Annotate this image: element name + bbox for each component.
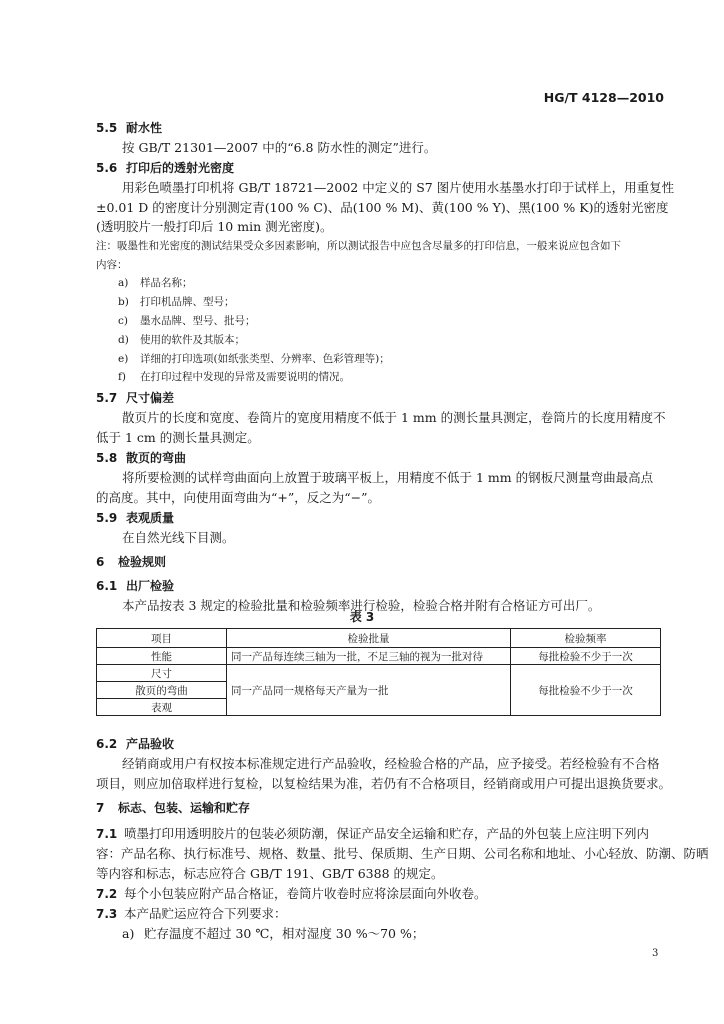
list-item-7-3-a: a) 贮存温度不超过 30 ℃，相对湿度 30 %～70 %； <box>122 926 425 941</box>
table-cell: 散页的弯曲 <box>97 682 227 699</box>
table-caption: 表 3 <box>349 610 375 624</box>
table-3 <box>96 628 661 716</box>
body-5-8-line1: 将所要检测的试样弯曲面向上放置于玻璃平板上，用精度不低于 1 mm 的钢板尺测量弯曲最高点 <box>122 470 654 485</box>
table-header-row <box>97 629 661 648</box>
body-6-2-line2: 项目，则应加倍取样进行复检，以复检结果为准，若仍有不合格项目，经销商或用户可提出退换货要求。 <box>96 776 672 791</box>
note-line1: 注：吸墨性和光密度的测试结果受众多因素影响，所以测试报告中应包含尽量多的打印信息，一般来说应包含如下 <box>96 240 621 252</box>
list-item: f) 在打印过程中发现的异常及需要说明的情况。 <box>118 371 350 383</box>
body-5-6-line2: ±0.01 D 的密度计分别测定青(100 % C)、品(100 % M)、黄(100 % Y)、黑(100 % K)的透射光密度 <box>96 200 669 215</box>
table-cell: 同一产品同一规格每天产量为一批 <box>227 665 511 716</box>
table-header-cell: 检验频率 <box>511 629 661 648</box>
body-7-1-line3: 等内容和标志，标志应符合 GB/T 191、GB/T 6388 的规定。 <box>96 866 444 881</box>
body-7-1-line2: 容：产品名称、执行标准号、规格、数量、批号、保质期、生产日期、公司名称和地址、小心轻放、防潮、防晒 <box>96 846 709 861</box>
heading-5-9: 5.9 表观质量 <box>96 511 175 525</box>
list-item: a) 样品名称； <box>118 277 193 289</box>
list-item: e) 详细的打印选项(如纸张类型、分辨率、色彩管理等)； <box>118 353 390 365</box>
heading-7: 7 标志、包装、运输和贮存 <box>96 801 251 815</box>
heading-5-6: 5.6 打印后的透射光密度 <box>96 161 235 175</box>
heading-5-8: 5.8 散页的弯曲 <box>96 451 187 465</box>
body-7-1-line1: 7.1 喷墨打印用透明胶片的包装必须防潮，保证产品安全运输和贮存，产品的外包装上应注明下列内 <box>96 826 650 841</box>
body-5-7-line1: 散页片的长度和宽度、卷筒片的宽度用精度不低于 1 mm 的测长量具测定，卷筒片的长度用精度不 <box>122 410 666 425</box>
body-5-7-line2: 低于 1 cm 的测长量具测定。 <box>96 430 260 445</box>
list-item: b) 打印机品牌、型号； <box>118 296 235 308</box>
body-7-3: 7.3 本产品贮运应符合下列要求： <box>96 906 287 921</box>
standard-number: HG/T 4128—2010 <box>543 90 664 105</box>
table-row <box>97 665 661 682</box>
page-number: 3 <box>652 948 659 959</box>
heading-6: 6 检验规则 <box>96 555 167 569</box>
heading-5-5: 5.5 耐水性 <box>96 121 163 135</box>
table-cell: 同一产品每连续三轴为一批，不足三轴的视为一批对待 <box>227 648 511 665</box>
body-5-5: 按 GB/T 21301—2007 中的“6.8 防水性的测定”进行。 <box>122 140 437 155</box>
list-item: c) 墨水品牌、型号、批号； <box>118 315 256 327</box>
body-6-1: 本产品按表 3 规定的检验批量和检验频率进行检验，检验合格并附有合格证方可出厂。 <box>122 598 601 613</box>
table-cell: 每批检验不少于一次 <box>511 665 661 716</box>
table-header-cell: 项目 <box>97 629 227 648</box>
heading-5-7: 5.7 尺寸偏差 <box>96 391 175 405</box>
heading-6-2: 6.2 产品验收 <box>96 737 175 751</box>
heading-6-1: 6.1 出厂检验 <box>96 579 175 593</box>
table-row <box>97 648 661 665</box>
body-5-6-line1: 用彩色喷墨打印机将 GB/T 18721—2002 中定义的 S7 图片使用水基墨水打印于试样上，用重复性 <box>122 180 675 195</box>
body-6-2-line1: 经销商或用户有权按本标准规定进行产品验收，经检验合格的产品，应予接受。若经检验有不合格 <box>122 756 660 771</box>
table-header-cell: 检验批量 <box>227 629 511 648</box>
body-5-6-line3: (透明胶片一般打印后 10 min 测光密度)。 <box>96 219 333 234</box>
table-cell: 表观 <box>97 699 227 716</box>
table-cell: 每批检验不少于一次 <box>511 648 661 665</box>
body-5-9: 在自然光线下目测。 <box>122 530 235 545</box>
table-cell: 尺寸 <box>97 665 227 682</box>
body-7-2: 7.2 每个小包装应附产品合格证，卷筒片收卷时应将涂层面向外收卷。 <box>96 886 487 901</box>
table-cell: 性能 <box>97 648 227 665</box>
note-line2: 内容： <box>96 259 128 271</box>
list-item: d) 使用的软件及其版本； <box>118 334 245 346</box>
body-5-8-line2: 的高度。其中，向使用面弯曲为“+”，反之为“−”。 <box>96 490 381 505</box>
